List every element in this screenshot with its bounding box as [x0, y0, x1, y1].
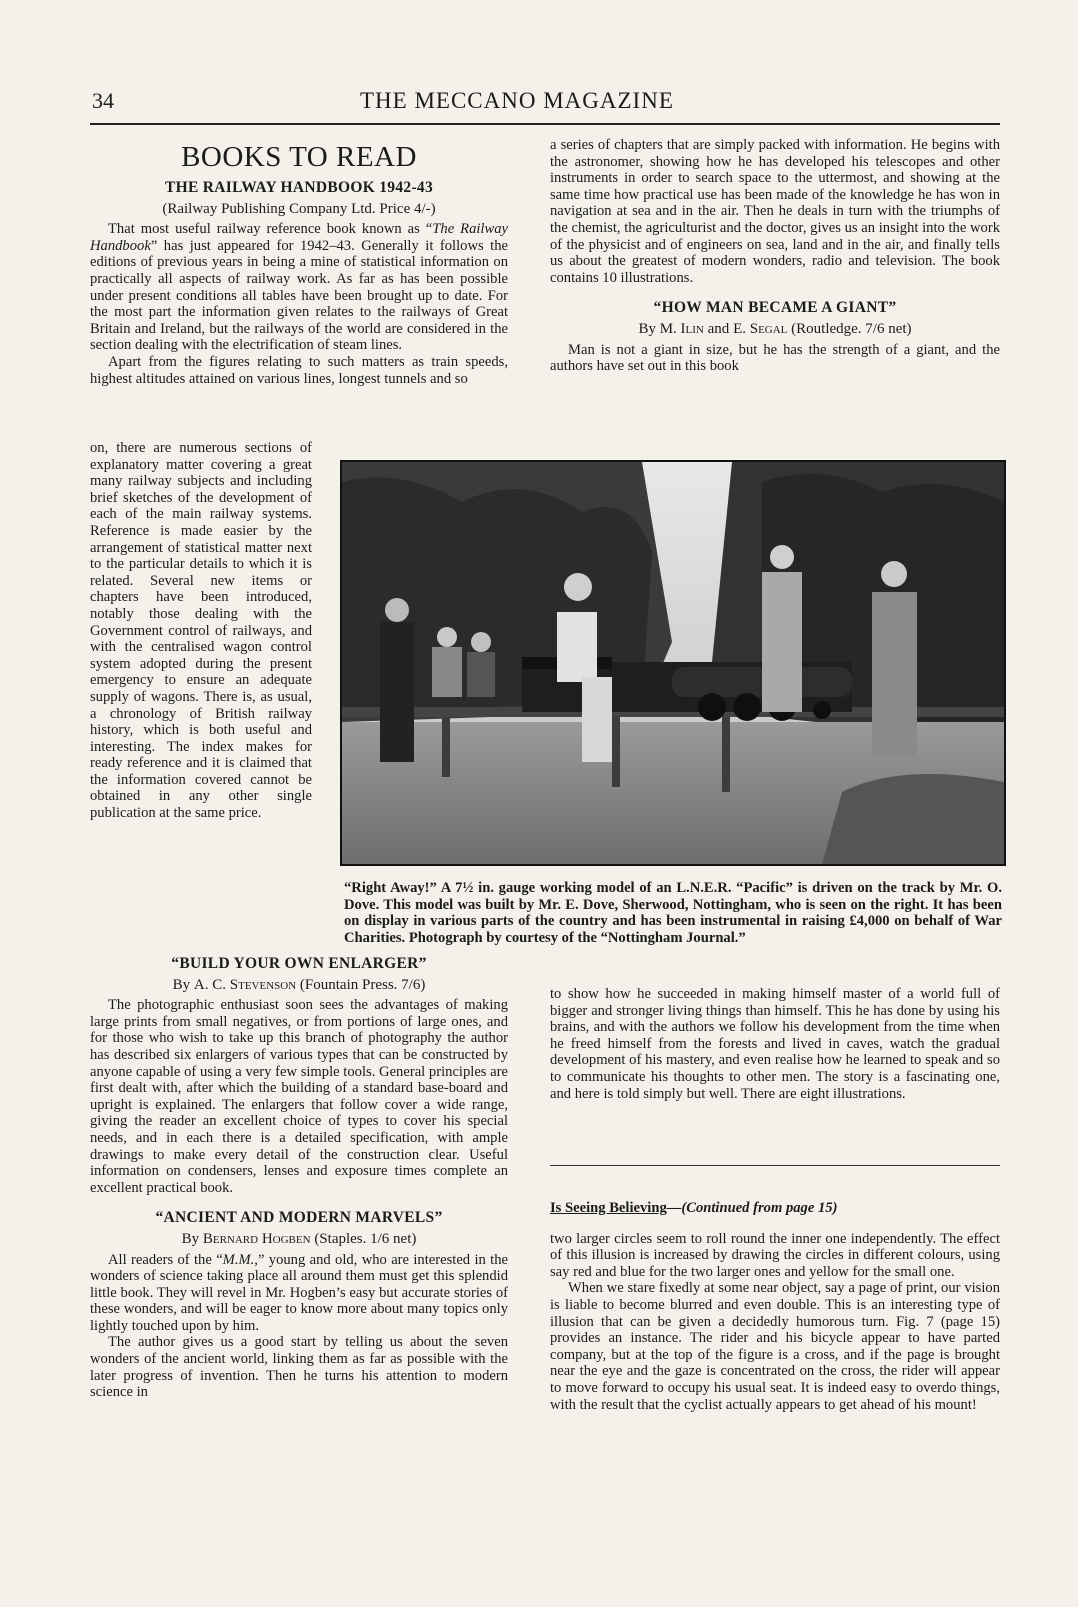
railway-heading: THE RAILWAY HANDBOOK 1942-43	[164, 179, 434, 196]
marvels-paragraph-1: All readers of the “M.M.,” young and old, who are interested in the wonders of science taking place all around them must get this splendid little book. They will revel in Mr. Hogben’s easy but accurate stories of these wonders, and will be eager to know more about many topics only lightly touched upon by him.	[90, 1251, 508, 1334]
header-rule	[90, 123, 1000, 125]
section-separator	[550, 1165, 1000, 1166]
magazine-title: THE MECCANO MAGAZINE	[360, 88, 674, 113]
left-wrap-column	[90, 440, 312, 822]
marvels-paragraph-2-continued: a series of chapters that are simply packed with information. He begins with the astronomer, showing how he has developed his telescopes and other instruments in order to search space to the uttermost, and showing at the same time how practical use has been made of the knowledge he has won in navigation at sea and in the air. Then he deals in turn with the triumphs of the chemist, the agriculturist and the doctor, gives us an insight into the work of the physicist and of engineers on sea, land and in the air, and finally tells us about the greatest of modern wonders, radio and television. The book contains 10 illustrations.	[550, 137, 1000, 286]
giant-heading: “HOW MAN BECAME A GIANT”	[653, 299, 897, 317]
photo-caption: “Right Away!” A 7½ in. gauge working model of an L.N.E.R. “Pacific” is driven on the track by Mr. O. Dove. This model was built by Mr. E. Dove, Sherwood, Nottingham, who is seen on the right. It has been on display in various parts of the country and has been instrumental in raising £4,000 on behalf of War Charities. Photograph by courtesy of the “Nottingham Journal.”	[344, 880, 1002, 946]
photo-illustration	[342, 462, 1004, 864]
giant-author-2: E. Segal	[733, 320, 788, 337]
left-column-bottom	[90, 956, 508, 1401]
marvels-author: Bernard Hogben	[202, 1230, 311, 1247]
seeing-believing-section	[550, 1200, 1000, 1413]
enlarger-heading: “BUILD YOUR OWN ENLARGER”	[171, 955, 427, 972]
right-column-bottom	[550, 986, 1000, 1102]
giant-byline: By M. Ilin and E. Segal (Routledge. 7/6 net)	[638, 320, 912, 337]
left-column-top	[90, 140, 508, 387]
giant-paragraph-continued: to show how he succeeded in making himself master of a world full of bigger and stronger living things than himself. This he has done by using his brains, and with the authors we follow his development from the time when he freed himself from the forests and lived in caves, watch the gradual development of his mastery, and even realise how he learned to speak and so to communicate his thoughts to other men. The story is a fascinating one, and here is told simply but well. There are eight illustrations.	[550, 986, 1000, 1102]
enlarger-byline: By A. C. Stevenson (Fountain Press. 7/6)	[172, 976, 426, 993]
marvels-heading: “ANCIENT AND MODERN MARVELS”	[155, 1209, 443, 1227]
seeing-paragraph-1: two larger circles seem to roll round the inner one independently. The effect of this illusion is increased by drawing the circles in different colours, using say red and blue for the two larger ones and yellow for the small one.	[550, 1230, 1000, 1280]
enlarger-paragraph: The photographic enthusiast soon sees the advantages of making large prints from small negatives, or from portions of large ones, and for those who wish to take up this branch of photography the author has described six enlargers of various types that can be constructed by anyone capable of using a very few simple tools. General principles are first dealt with, after which the building of a standard base-board and upright is explained. The enlargers that follow cover a wide range, giving the reader an excellent choice of types to cover his special needs, and in each there is a detailed specification, with ample drawings to make every detail of the construction clear. Useful information on condensers, lenses and exposure times complete an excellent practical book.	[90, 997, 508, 1196]
train-photograph	[340, 460, 1006, 866]
giant-author-1: M. Ilin	[659, 320, 704, 337]
book-title: The Railway Handbook	[90, 221, 508, 254]
section-title: BOOKS TO READ	[181, 141, 417, 173]
giant-paragraph-start: Man is not a giant in size, but he has the strength of a giant, and the authors have set out in this book	[550, 341, 1000, 375]
railway-paragraph-2-wrap: on, there are numerous sections of explanatory matter covering a great many railway subjects and including brief sketches of the development of each of the main railway systems. Reference is made easier by the arrangement of statistical matter next to the particular details to which it is related. Several new items or chapters have been introduced, notably those dealing with the Government control of railways, and with the centralised wagon control system adopted during the present emergency to ensure an adequate supply of wagons. There is, as usual, a chronology of British railway history, which is both useful and interesting. The index makes for ready reference and it is claimed that the information covered cannot be obtained in any other single publication at the same price.	[90, 440, 312, 822]
railway-paragraph-1: That most useful railway reference book known as “The Railway Handbook” has just appeared for 1942–43. Generally it follows the editions of previous years in being a mine of statistical information on practically all aspects of railway work. As far as has been possible under present conditions all tables have been brought up to date. For the most part the information given relates to the railways of Great Britain and Ireland, but the railways of the world are considered in the section dealing with the electrification of steam lines.	[90, 221, 508, 354]
seeing-heading: Is Seeing Believing—(Continued from page 15)	[550, 1200, 838, 1216]
marvels-paragraph-2: The author gives us a good start by telling us about the seven wonders of the ancient world, linking them as far as possible with the later progress of invention. Then he turns his attention to modern science in	[90, 1334, 508, 1401]
marvels-byline: By Bernard Hogben (Staples. 1/6 net)	[181, 1230, 417, 1247]
seeing-paragraph-2: When we stare fixedly at some near object, say a page of print, our vision is liable to become blurred and even double. This is an interesting type of illusion that can be given a decidedly humorous turn. Fig. 7 (page 15) provides an instance. The rider and his bicycle appear to have parted company, but at the top of the figure is a cross, and if the page is brought near the eye and the gaze is concentrated on the cross, the rider will appear to move forward to occupy his usual seat. It is indeed easy to overdo things, with the result that the cyclist actually appears to get ahead of his mount!	[550, 1280, 1000, 1413]
page-number: 34	[92, 88, 114, 113]
right-column-top	[550, 137, 1000, 375]
railway-publisher: (Railway Publishing Company Ltd. Price 4/-)	[162, 200, 436, 217]
magazine-abbrev: M.M.	[222, 1251, 255, 1268]
railway-paragraph-2-start: Apart from the figures relating to such matters as train speeds, highest altitudes attained on various lines, longest tunnels and so	[90, 353, 508, 387]
enlarger-author: A. C. Stevenson	[193, 976, 297, 993]
